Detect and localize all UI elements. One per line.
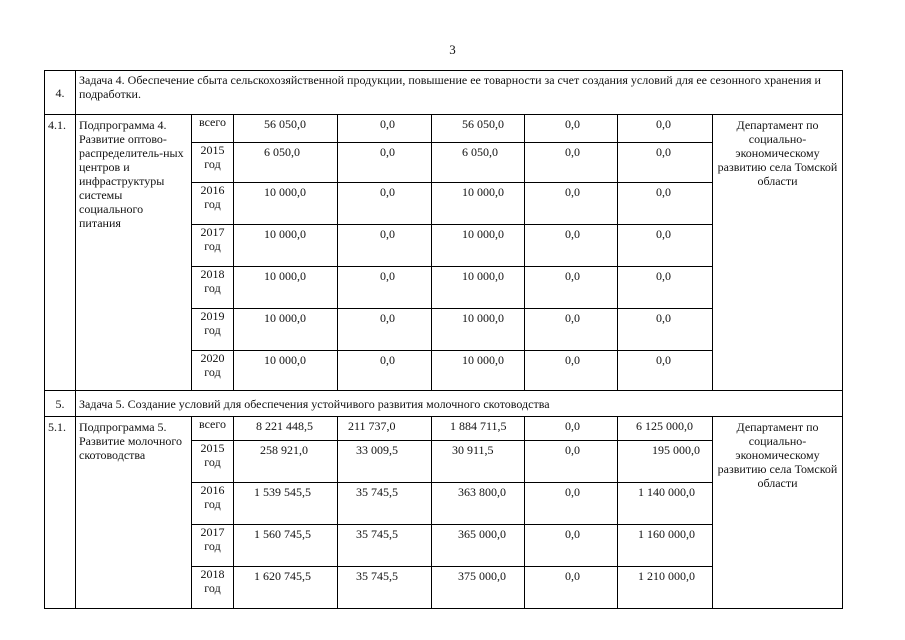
other-cell: 6 125 000,0 bbox=[618, 417, 713, 441]
table-body bbox=[45, 71, 843, 609]
local-cell: 0,0 bbox=[525, 567, 618, 609]
regional-cell: 10 000,0 bbox=[432, 351, 525, 391]
total-cell: 258 921,0 bbox=[234, 441, 338, 483]
total-cell: 10 000,0 bbox=[234, 351, 338, 391]
period-cell: 2017 год bbox=[192, 525, 234, 567]
period-cell: всего bbox=[192, 115, 234, 143]
regional-cell: 363 800,0 bbox=[432, 483, 525, 525]
local-cell: 0,0 bbox=[525, 115, 618, 143]
local-cell: 0,0 bbox=[525, 183, 618, 225]
period-cell: 2016 год bbox=[192, 483, 234, 525]
task-title: Задача 4. Обеспечение сбыта сельскохозяйственной продукции, повышение ее товарности за счет создания условий для ее сезонного хранения и подработки. bbox=[76, 71, 843, 115]
total-cell: 6 050,0 bbox=[234, 143, 338, 183]
period-cell: 2017 год bbox=[192, 225, 234, 267]
regional-cell: 10 000,0 bbox=[432, 183, 525, 225]
local-cell: 0,0 bbox=[525, 525, 618, 567]
local-cell: 0,0 bbox=[525, 417, 618, 441]
regional-cell: 30 911,5 bbox=[432, 441, 525, 483]
federal-cell: 0,0 bbox=[338, 351, 432, 391]
period-cell: 2018 год bbox=[192, 267, 234, 309]
local-cell: 0,0 bbox=[525, 267, 618, 309]
federal-cell: 0,0 bbox=[338, 143, 432, 183]
regional-cell: 6 050,0 bbox=[432, 143, 525, 183]
local-cell: 0,0 bbox=[525, 309, 618, 351]
regional-cell: 10 000,0 bbox=[432, 309, 525, 351]
regional-cell: 375 000,0 bbox=[432, 567, 525, 609]
other-cell: 0,0 bbox=[618, 115, 713, 143]
period-cell: 2015 год bbox=[192, 143, 234, 183]
other-cell: 1 160 000,0 bbox=[618, 525, 713, 567]
federal-cell: 0,0 bbox=[338, 183, 432, 225]
total-cell: 1 620 745,5 bbox=[234, 567, 338, 609]
regional-cell: 365 000,0 bbox=[432, 525, 525, 567]
total-cell: 10 000,0 bbox=[234, 225, 338, 267]
federal-cell: 35 745,5 bbox=[338, 483, 432, 525]
program-funding-table bbox=[44, 70, 843, 609]
period-cell: 2020 год bbox=[192, 351, 234, 391]
other-cell: 0,0 bbox=[618, 309, 713, 351]
other-cell: 0,0 bbox=[618, 183, 713, 225]
subprogram-name: Подпрограмма 4. Развитие оптово-распределитель-ных центров и инфраструктуры системы социального питания bbox=[76, 115, 192, 391]
subprogram-number: 4.1. bbox=[45, 115, 76, 391]
department-cell: Департамент по социально-экономическому развитию села Томской области bbox=[713, 115, 843, 391]
subprogram-number: 5.1. bbox=[45, 417, 76, 609]
other-cell: 0,0 bbox=[618, 351, 713, 391]
federal-cell: 35 745,5 bbox=[338, 567, 432, 609]
task-title: Задача 5. Создание условий для обеспечения устойчивого развития молочного скотоводства bbox=[76, 391, 843, 417]
other-cell: 0,0 bbox=[618, 225, 713, 267]
total-cell: 8 221 448,5 bbox=[234, 417, 338, 441]
total-cell: 10 000,0 bbox=[234, 183, 338, 225]
task-row bbox=[45, 71, 843, 115]
task-number: 4. bbox=[45, 71, 76, 115]
other-cell: 0,0 bbox=[618, 267, 713, 309]
total-cell: 1 560 745,5 bbox=[234, 525, 338, 567]
period-cell: 2018 год bbox=[192, 567, 234, 609]
regional-cell: 10 000,0 bbox=[432, 267, 525, 309]
funding-row bbox=[45, 115, 843, 143]
task-number: 5. bbox=[45, 391, 76, 417]
period-cell: 2016 год bbox=[192, 183, 234, 225]
local-cell: 0,0 bbox=[525, 143, 618, 183]
federal-cell: 0,0 bbox=[338, 225, 432, 267]
task-row bbox=[45, 391, 843, 417]
other-cell: 0,0 bbox=[618, 143, 713, 183]
funding-row bbox=[45, 417, 843, 441]
federal-cell: 0,0 bbox=[338, 267, 432, 309]
federal-cell: 0,0 bbox=[338, 115, 432, 143]
other-cell: 195 000,0 bbox=[618, 441, 713, 483]
federal-cell: 0,0 bbox=[338, 309, 432, 351]
local-cell: 0,0 bbox=[525, 441, 618, 483]
period-cell: 2015 год bbox=[192, 441, 234, 483]
federal-cell: 211 737,0 bbox=[338, 417, 432, 441]
regional-cell: 56 050,0 bbox=[432, 115, 525, 143]
regional-cell: 1 884 711,5 bbox=[432, 417, 525, 441]
period-cell: 2019 год bbox=[192, 309, 234, 351]
page-number: 3 bbox=[449, 42, 456, 57]
federal-cell: 35 745,5 bbox=[338, 525, 432, 567]
period-cell: всего bbox=[192, 417, 234, 441]
federal-cell: 33 009,5 bbox=[338, 441, 432, 483]
local-cell: 0,0 bbox=[525, 351, 618, 391]
subprogram-name: Подпрограмма 5. Развитие молочного скотоводства bbox=[76, 417, 192, 609]
total-cell: 1 539 545,5 bbox=[234, 483, 338, 525]
local-cell: 0,0 bbox=[525, 483, 618, 525]
local-cell: 0,0 bbox=[525, 225, 618, 267]
total-cell: 56 050,0 bbox=[234, 115, 338, 143]
regional-cell: 10 000,0 bbox=[432, 225, 525, 267]
other-cell: 1 140 000,0 bbox=[618, 483, 713, 525]
other-cell: 1 210 000,0 bbox=[618, 567, 713, 609]
total-cell: 10 000,0 bbox=[234, 309, 338, 351]
department-cell: Департамент по социально-экономическому развитию села Томской области bbox=[713, 417, 843, 609]
total-cell: 10 000,0 bbox=[234, 267, 338, 309]
